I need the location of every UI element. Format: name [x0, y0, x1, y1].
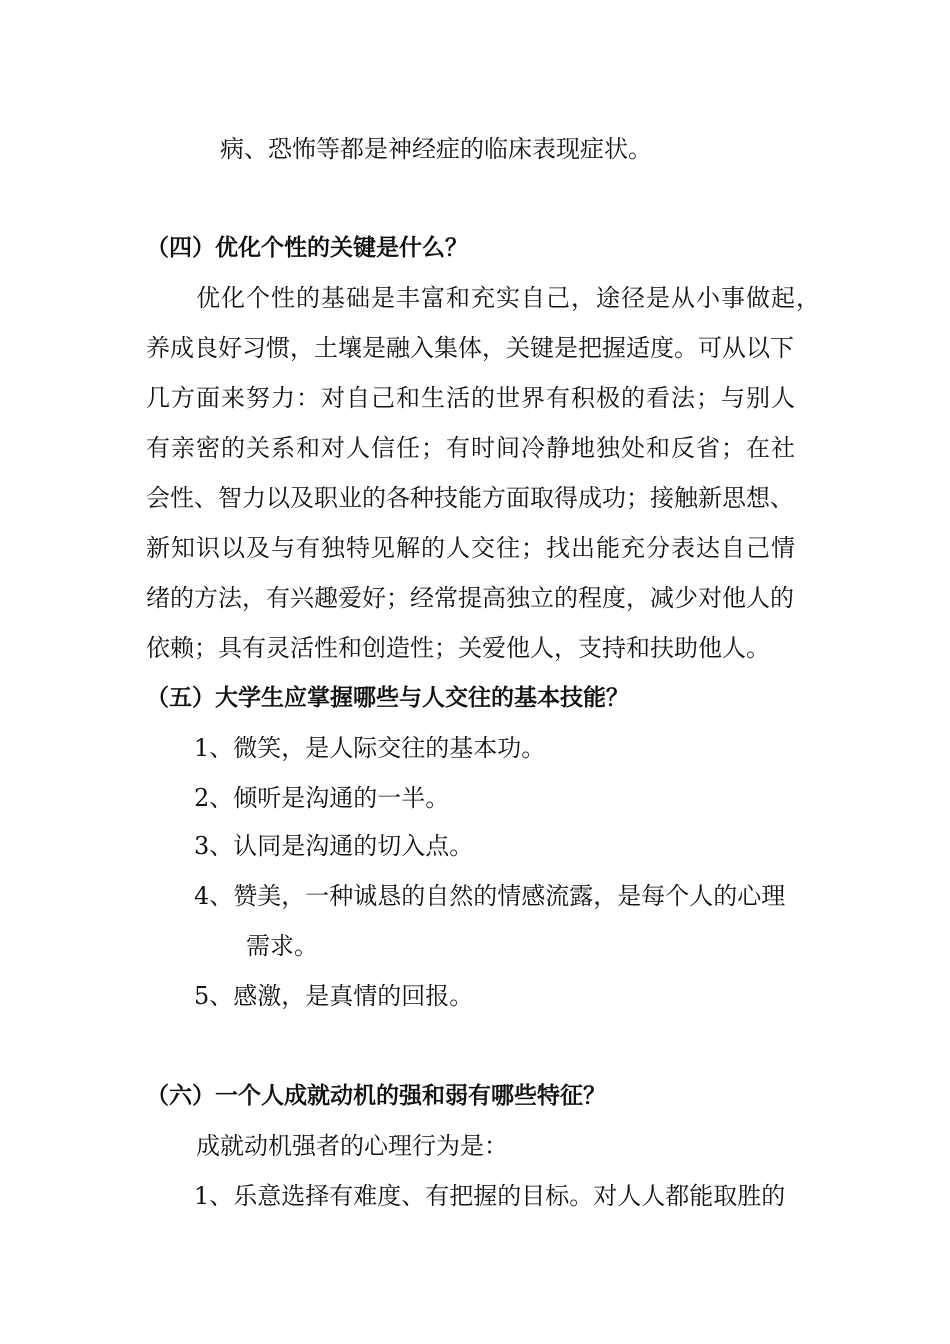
list-item: 1、乐意选择有难度、有把握的目标。对人人都能取胜的: [194, 1182, 786, 1210]
section-5-heading: （五）大学生应掌握哪些与人交往的基本技能？: [146, 685, 629, 711]
section-4-heading: （四）优化个性的关键是什么？: [146, 235, 468, 261]
paragraph-line: 会性、智力以及职业的各种技能方面取得成功；接触新思想、: [146, 484, 794, 512]
list-item: 5、感激，是真情的回报。: [194, 982, 474, 1010]
body-line: 成就动机强者的心理行为是：: [196, 1132, 508, 1160]
paragraph-line: 优化个性的基础是丰富和充实自己，途径是从小事做起，: [196, 284, 821, 312]
section-6-heading: （六）一个人成就动机的强和弱有哪些特征？: [146, 1083, 606, 1109]
list-item: 1、微笑，是人际交往的基本功。: [194, 734, 546, 762]
list-item: 2、倾听是沟通的一半。: [194, 784, 450, 812]
paragraph-line: 几方面来努力：对自己和生活的世界有积极的看法；与别人: [146, 384, 796, 412]
intro-line: 病、恐怖等都是神经症的临床表现症状。: [220, 135, 652, 163]
list-item: 3、认同是沟通的切入点。: [194, 832, 474, 860]
list-item-continuation: 需求。: [246, 932, 318, 960]
paragraph-line: 新知识以及与有独特见解的人交往；找出能充分表达自己情: [146, 534, 796, 562]
list-item: 4、赞美，一种诚恳的自然的情感流露，是每个人的心理: [194, 882, 786, 910]
paragraph-line: 依赖；具有灵活性和创造性；关爱他人，支持和扶助他人。: [146, 634, 770, 662]
paragraph-line: 养成良好习惯，土壤是融入集体，关键是把握适度。可从以下: [146, 334, 794, 362]
paragraph-line: 绪的方法，有兴趣爱好；经常提高独立的程度，减少对他人的: [146, 584, 794, 612]
paragraph-line: 有亲密的关系和对人信任；有时间冷静地独处和反省；在社: [146, 434, 796, 462]
